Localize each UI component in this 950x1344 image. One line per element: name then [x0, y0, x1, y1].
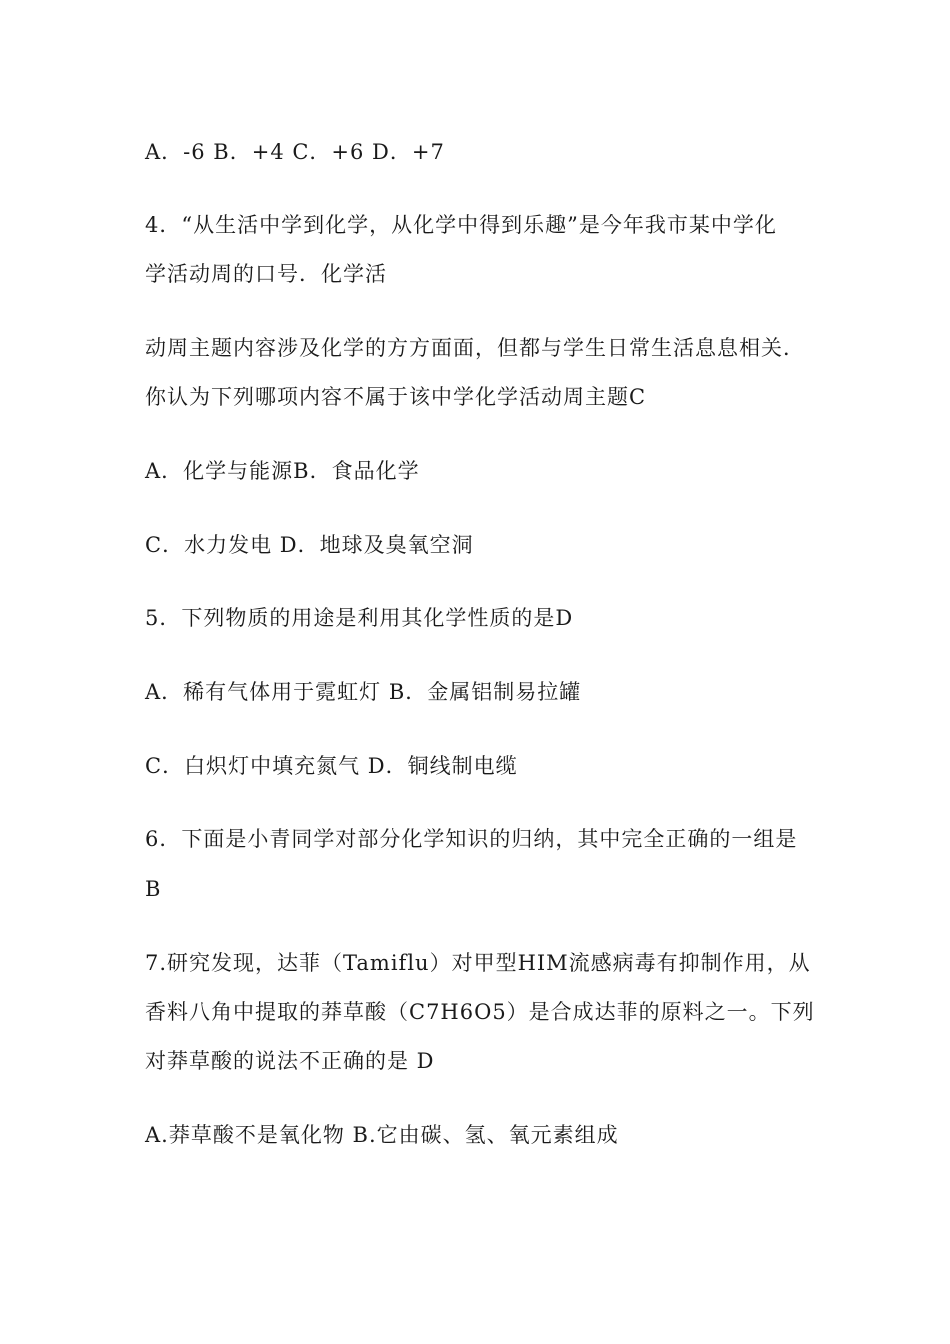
q5-options-ab: A．稀有气体用于霓虹灯 B．金属铝制易拉罐	[145, 680, 582, 704]
q5-options-cd: C．白炽灯中填充氮气 D．铜线制电缆	[145, 754, 518, 778]
q7-stem-line-2: 香料八角中提取的莽草酸（C7H6O5）是合成达菲的原料之一。下列	[145, 1000, 815, 1024]
q7-options-ab: A.莽草酸不是氧化物 B.它由碳、氢、氧元素组成	[145, 1123, 619, 1147]
q4-stem-line-1: 4．“从生活中学到化学，从化学中得到乐趣”是今年我市某中学化	[145, 213, 777, 237]
q4-options-ab: A．化学与能源B．食品化学	[145, 459, 420, 483]
q5-stem: 5．下列物质的用途是利用其化学性质的是D	[145, 606, 574, 630]
q4-stem-line-2: 学活动周的口号．化学活	[145, 262, 387, 286]
q4-stem-line-3: 动周主题内容涉及化学的方方面面，但都与学生日常生活息息相关．	[145, 336, 805, 360]
q3-options: A．-6 B．+4 C．+6 D．+7	[145, 140, 445, 164]
q6-stem-line-1: 6．下面是小青同学对部分化学知识的归纳，其中完全正确的一组是	[145, 827, 798, 851]
q7-stem-line-1: 7.研究发现，达菲（Tamiflu）对甲型HIM流感病毒有抑制作用，从	[145, 951, 811, 975]
q4-stem-line-4: 你认为下列哪项内容不属于该中学化学活动周主题C	[145, 385, 647, 409]
q7-stem-line-3: 对莽草酸的说法不正确的是 D	[145, 1049, 435, 1073]
q6-stem-line-2: B	[145, 877, 162, 901]
q4-options-cd: C．水力发电 D．地球及臭氧空洞	[145, 533, 474, 557]
